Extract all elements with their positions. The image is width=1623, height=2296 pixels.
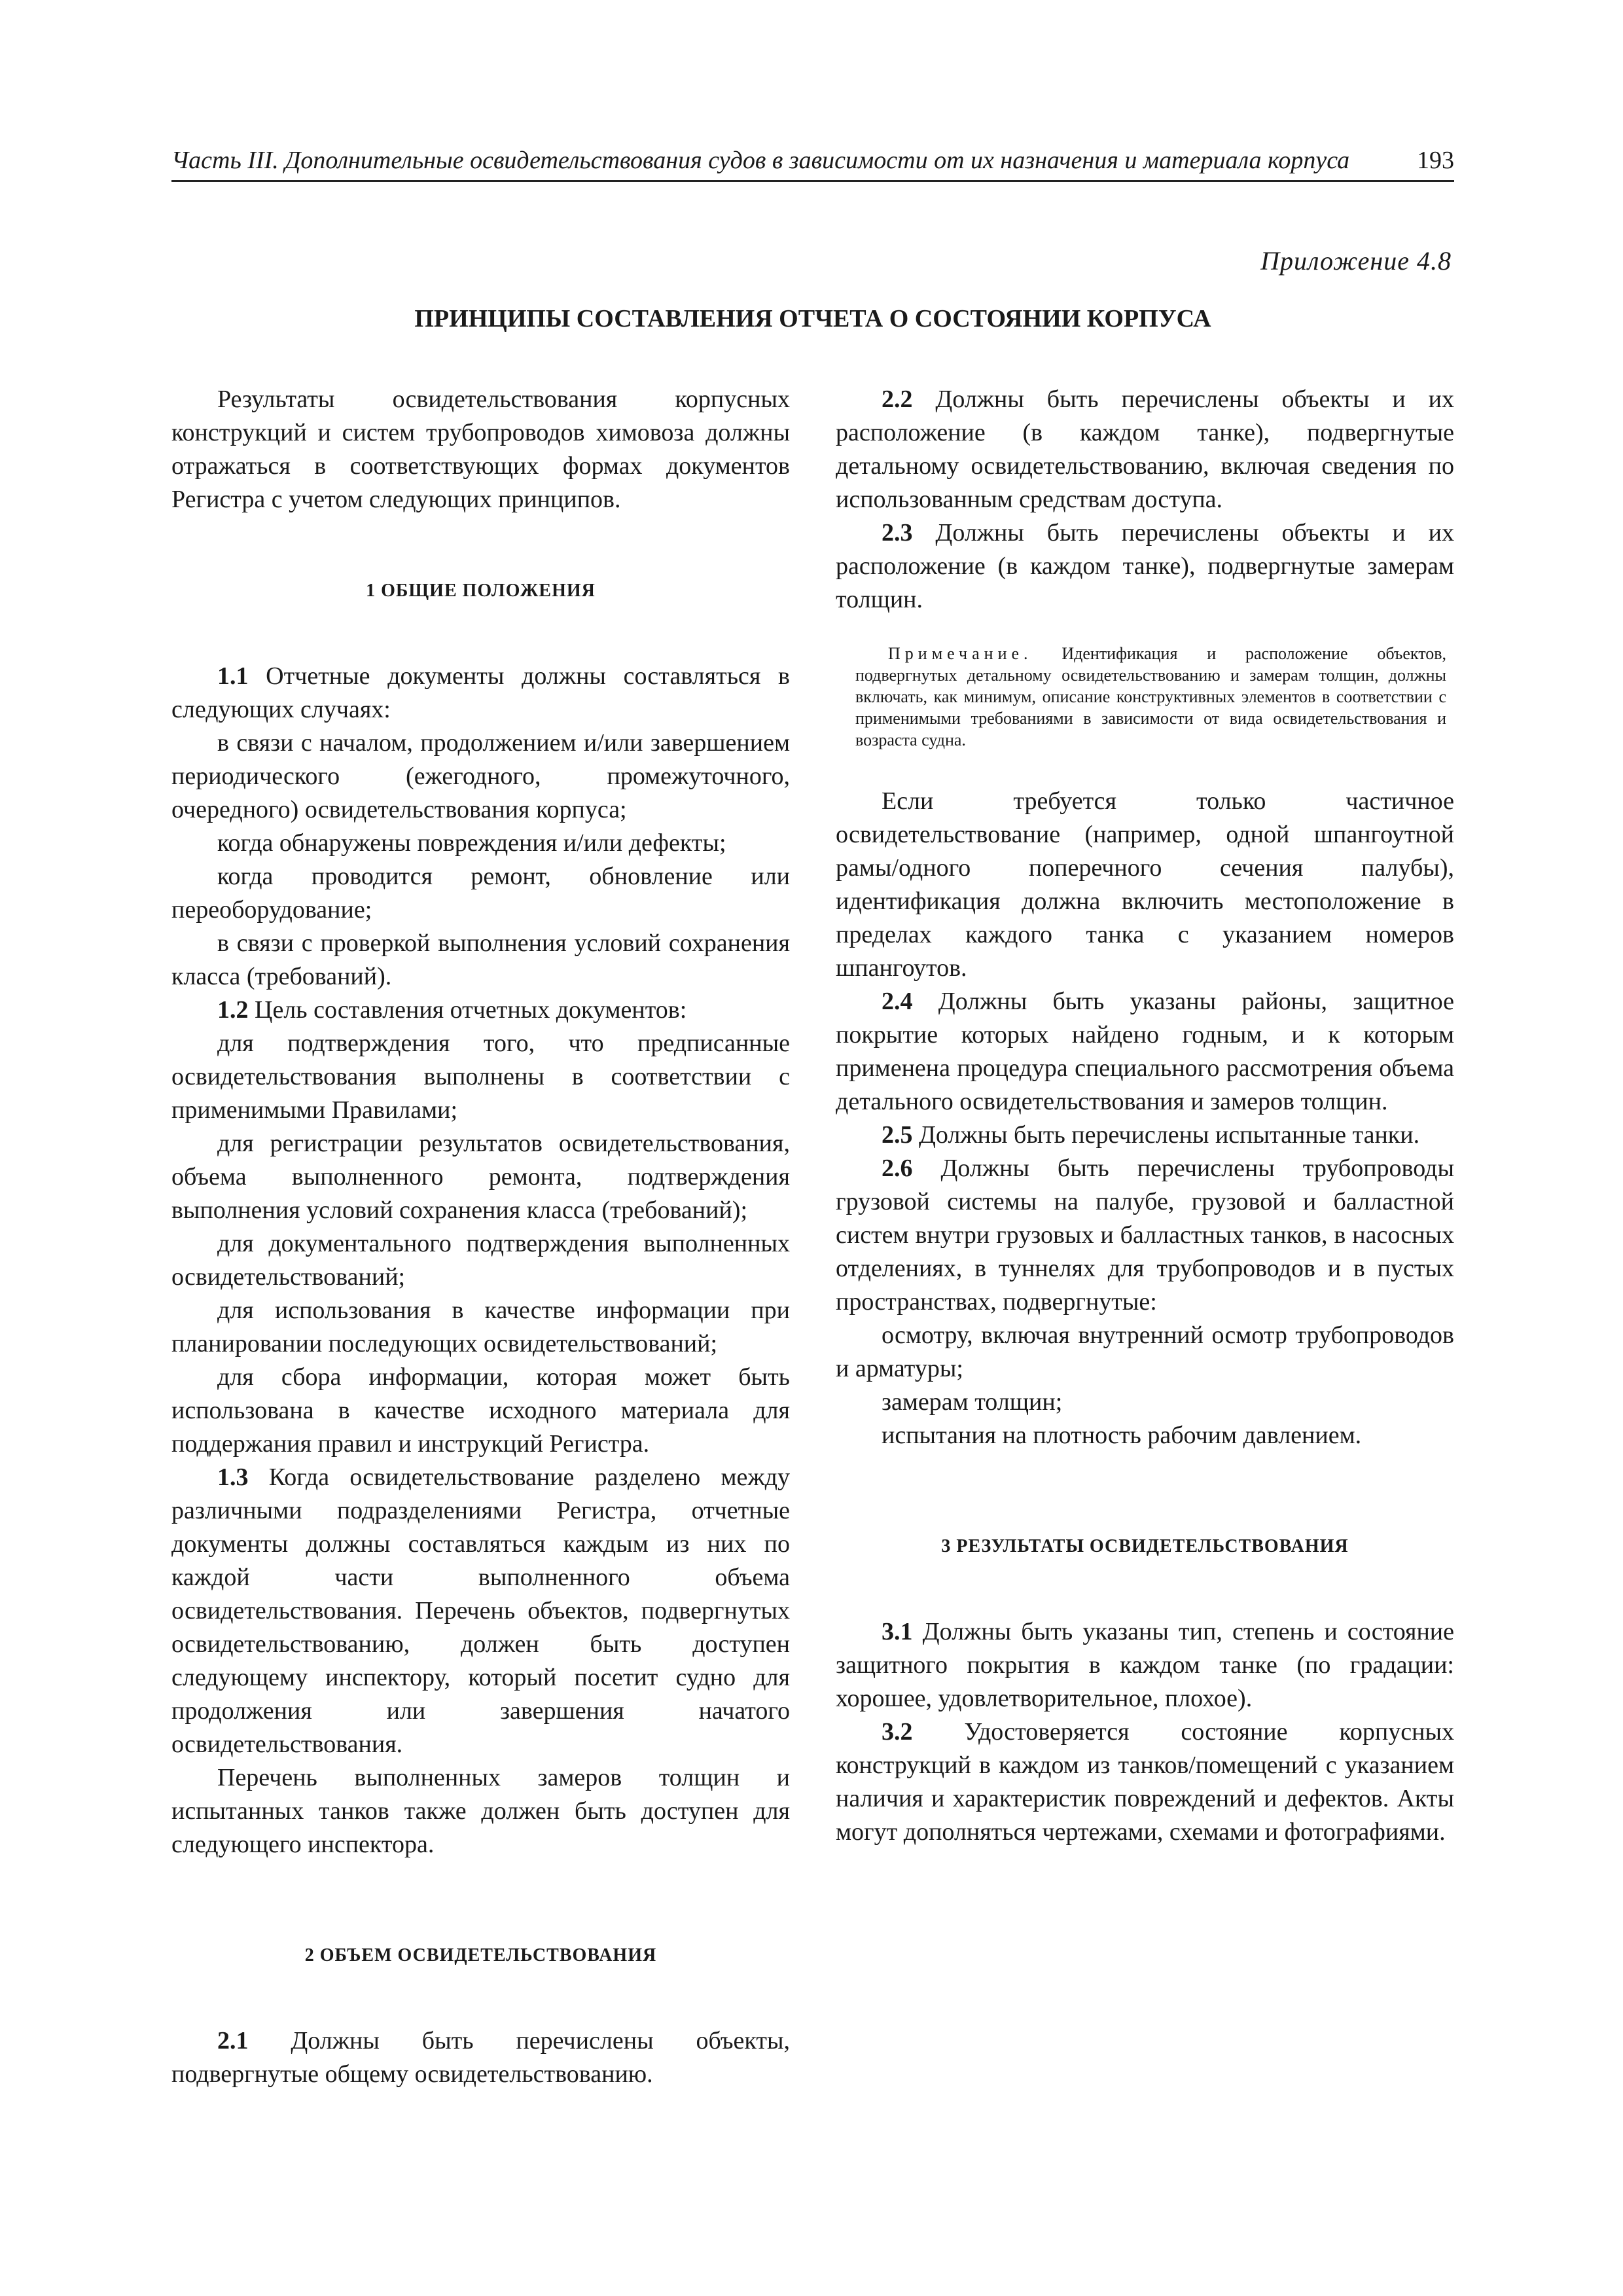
paragraph-1-2-b: для регистрации результатов освидетельствования, объема выполненного ремонта, подтверждения выполнения условий сохранения класса (требований); bbox=[171, 1130, 790, 1224]
paragraph-1-3-b: Перечень выполненных замеров толщин и испытанных танков также должен быть доступен для следующего инспектора. bbox=[171, 1764, 790, 1858]
clause-number: 3.2 bbox=[882, 1718, 913, 1746]
paragraph-3-2 bbox=[836, 1715, 1454, 1849]
clause-number: 2.5 bbox=[882, 1121, 913, 1149]
clause-number: 2.2 bbox=[882, 386, 913, 413]
paragraph-2-1 bbox=[171, 2024, 790, 2091]
clause-number: 1.2 bbox=[217, 996, 249, 1024]
paragraph-text: Должны быть перечислены объекты и их расположение (в каждом танке), подвергнутые замерам толщин. bbox=[836, 519, 1454, 613]
note-text: Идентификация и расположение объектов, подвергнутых детальному освидетельствованию и замерам толщин, должны включать, как минимум, описание конструктивных элементов в соответствии с применимыми требованиями в зависимости от вида освидетельствования и возраста судна. bbox=[855, 644, 1446, 749]
clause-number: 2.1 bbox=[217, 2027, 249, 2054]
left-column bbox=[171, 383, 790, 2091]
paragraph-text: Когда освидетельствование разделено между различными подразделениями Регистра, отчетные документы должны составляться каждым из них по каждой части выполненного объема освидетельствования. Перечень объектов, подвергнутых освидетельствованию, должен быть доступен следующему инспектору, который посетит судно для продолжения или завершения начатого освидетельствования. bbox=[171, 1463, 790, 1758]
paragraph-1-2-c: для документального подтверждения выполненных освидетельствований; bbox=[171, 1230, 790, 1291]
paragraph-text: Должны быть перечислены трубопроводы грузовой системы на палубе, грузовой и балластной систем внутри грузовых и балластных танков, в насосных отделениях, в туннелях для трубопроводов и в пустых пространствах, подвергнутые: bbox=[836, 1155, 1454, 1316]
paragraph-1-2-e: для сбора информации, которая может быть использована в качестве исходного материала для поддержания правил и инструкций Регистра. bbox=[171, 1363, 790, 1458]
clause-number: 1.3 bbox=[217, 1463, 249, 1491]
paragraph-1-1-d: в связи с проверкой выполнения условий сохранения класса (требований). bbox=[171, 929, 790, 990]
paragraph-2-4 bbox=[836, 985, 1454, 1119]
document-title: ПРИНЦИПЫ СОСТАВЛЕНИЯ ОТЧЕТА О СОСТОЯНИИ КОРПУСА bbox=[414, 305, 1211, 332]
paragraph-3-1 bbox=[836, 1615, 1454, 1715]
clause-number: 3.1 bbox=[882, 1618, 913, 1645]
paragraph-text: Отчетные документы должны составляться в следующих случаях: bbox=[171, 662, 790, 723]
appendix-label: Приложение 4.8 bbox=[1260, 246, 1452, 276]
paragraph-1-1 bbox=[171, 660, 790, 726]
paragraph-1-2-d: для использования в качестве информации при планировании последующих освидетельствований; bbox=[171, 1297, 790, 1357]
paragraph-2-6-b: замерам толщин; bbox=[882, 1388, 1063, 1416]
note-label: Примечание. bbox=[888, 644, 1033, 663]
paragraph-text: Должны быть перечислены объекты и их расположение (в каждом танке), подвергнутые детальному освидетельствованию, включая сведения по использованным средствам доступа. bbox=[836, 386, 1454, 513]
note-paragraph bbox=[855, 643, 1446, 751]
paragraph-text: Удостоверяется состояние корпусных конструкций в каждом из танков/помещений с указанием наличия и характеристик повреждений и дефектов. Акты могут дополняться чертежами, схемами и фотографиями. bbox=[836, 1718, 1454, 1846]
paragraph-2-5 bbox=[836, 1119, 1454, 1152]
paragraph-text: Должны быть указаны тип, степень и состояние защитного покрытия в каждом танке (по градации: хорошее, удовлетворительное, плохое). bbox=[836, 1618, 1454, 1712]
paragraph-2-3-b: Если требуется только частичное освидетельствование (например, одной шпангоутной рамы/одного поперечного сечения палубы), идентификация должна включить местоположение в пределах каждого танка с указанием номеров шпангоутов. bbox=[836, 787, 1454, 982]
running-header bbox=[171, 141, 1454, 182]
paragraph-1-1-a: в связи с началом, продолжением и/или завершением периодического (ежегодного, промежуточного, очередного) освидетельствования корпуса; bbox=[171, 729, 790, 823]
clause-number: 2.3 bbox=[882, 519, 913, 547]
section-3-heading: 3 РЕЗУЛЬТАТЫ ОСВИДЕТЕЛЬСТВОВАНИЯ bbox=[941, 1536, 1349, 1556]
paragraph-2-6-a: осмотру, включая внутренний осмотр трубопроводов и арматуры; bbox=[836, 1321, 1454, 1382]
clause-number: 2.4 bbox=[882, 988, 913, 1015]
paragraph-text: Должны быть перечислены объекты, подвергнутые общему освидетельствованию. bbox=[171, 2027, 790, 2088]
paragraph-text: Должны быть перечислены испытанные танки. bbox=[912, 1121, 1420, 1149]
paragraph-2-6 bbox=[836, 1152, 1454, 1319]
paragraph-2-2 bbox=[836, 383, 1454, 516]
paragraph-2-6-c: испытания на плотность рабочим давлением. bbox=[882, 1422, 1362, 1449]
clause-number: 1.1 bbox=[217, 662, 249, 690]
paragraph-text: Цель составления отчетных документов: bbox=[248, 996, 687, 1024]
right-column bbox=[836, 383, 1454, 1849]
page-number: 193 bbox=[1417, 147, 1454, 174]
paragraph-1-1-c: когда проводится ремонт, обновление или переоборудование; bbox=[171, 863, 790, 924]
paragraph-1-3 bbox=[171, 1461, 790, 1761]
header-title: Часть III. Дополнительные освидетельствования судов в зависимости от их назначения и материала корпуса bbox=[171, 147, 1350, 174]
paragraph-text: Должны быть указаны районы, защитное покрытие которых найдено годным, и к которым применена процедура специального рассмотрения объема детального освидетельствования и замеров толщин. bbox=[836, 988, 1454, 1115]
clause-number: 2.6 bbox=[882, 1155, 913, 1182]
paragraph-1-2 bbox=[171, 994, 790, 1027]
intro-paragraph: Результаты освидетельствования корпусных конструкций и систем трубопроводов химовоза должны отражаться в соответствующих формах документов Регистра с учетом следующих принципов. bbox=[171, 386, 790, 513]
section-2-heading: 2 ОБЪЕМ ОСВИДЕТЕЛЬСТВОВАНИЯ bbox=[304, 1945, 657, 1965]
paragraph-1-2-a: для подтверждения того, что предписанные освидетельствования выполнены в соответствии с применимыми Правилами; bbox=[171, 1030, 790, 1124]
section-1-heading: 1 ОБЩИЕ ПОЛОЖЕНИЯ bbox=[366, 581, 596, 601]
paragraph-1-1-b: когда обнаружены повреждения и/или дефекты; bbox=[217, 829, 726, 857]
paragraph-2-3 bbox=[836, 516, 1454, 617]
